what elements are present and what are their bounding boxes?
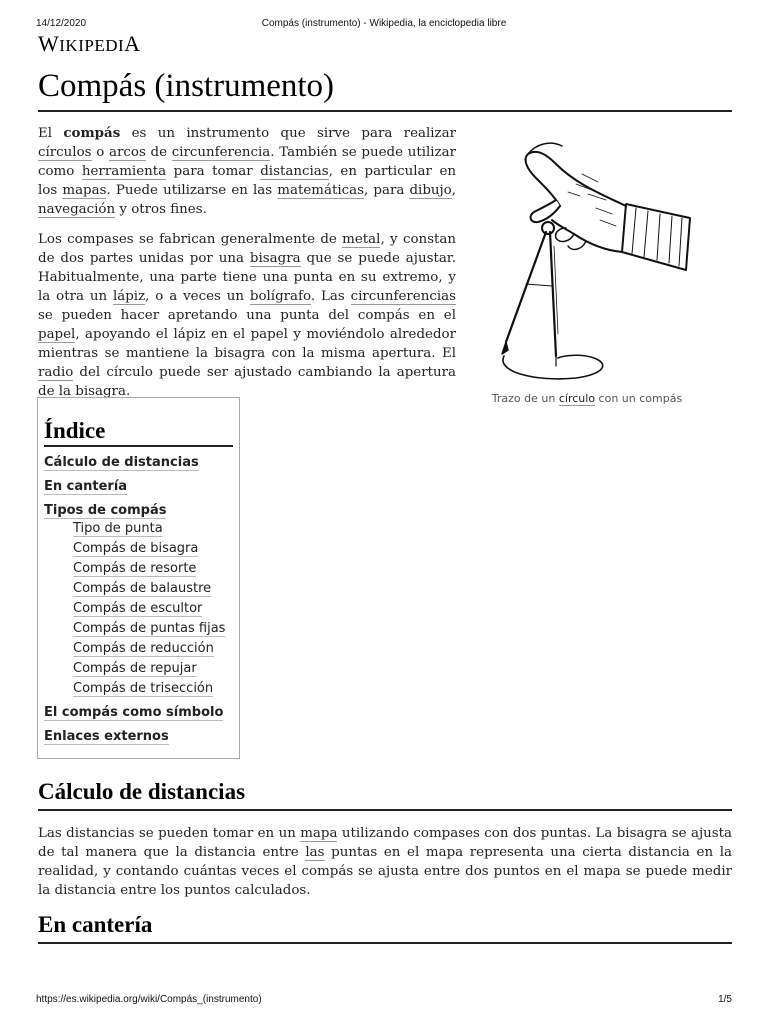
toc-subitem[interactable]: [44, 579, 233, 599]
toc-link[interactable]: Enlaces externos: [44, 729, 169, 744]
toc-sublink[interactable]: Compás de reducción: [73, 641, 214, 656]
toc-subitem[interactable]: [44, 659, 233, 679]
text-run: El: [38, 126, 64, 141]
text-run: , o a veces un: [145, 289, 250, 304]
toc-link[interactable]: Cálculo de distancias: [44, 455, 199, 470]
inline-link[interactable]: papel: [38, 327, 76, 342]
text-run: es un instrumento que sirve para realizar: [120, 126, 456, 141]
text-run: puntas en el mapa representa una cierta distancia en la realidad, y contando cuántas veces el compás se ajusta entre dos puntos en el mapa se puede medir la distancia entre los puntos calculados.: [38, 845, 732, 898]
toc-link[interactable]: El compás como símbolo: [44, 705, 224, 720]
toc-sublink[interactable]: Compás de escultor: [73, 601, 203, 616]
toc-subitem[interactable]: [44, 619, 233, 639]
toc-item[interactable]: [44, 725, 233, 749]
text-run: , para: [363, 183, 410, 198]
inline-link[interactable]: radio: [38, 365, 74, 380]
lead-paragraph-1: [38, 124, 456, 219]
print-date: 14/12/2020: [36, 18, 87, 29]
text-run: del círculo puede ser ajustado cambiando la apertura de la bisagra.: [38, 365, 456, 399]
print-page-title: Compás (instrumento) - Wikipedia, la enciclopedia libre: [261, 18, 507, 29]
text-run: . Las: [310, 289, 351, 304]
inline-link[interactable]: mapas: [62, 183, 107, 198]
toc-link[interactable]: En cantería: [44, 479, 128, 494]
page-title: Compás (instrumento): [38, 64, 732, 112]
text-run: de: [145, 145, 172, 160]
text-run: o: [91, 145, 109, 160]
inline-link[interactable]: circunferencia: [171, 145, 271, 160]
text-run: . Puede utilizarse en las: [106, 183, 278, 198]
lead-paragraph-2: [38, 230, 456, 401]
inline-link[interactable]: las: [305, 845, 325, 860]
toc-sublink[interactable]: Tipo de punta: [73, 521, 163, 536]
toc-subitem[interactable]: [44, 679, 233, 699]
toc-item[interactable]: [44, 475, 233, 499]
inline-link[interactable]: navegación: [38, 202, 116, 217]
thumbnail-figure: [476, 124, 698, 405]
toc-sublink[interactable]: Compás de repujar: [73, 661, 197, 676]
inline-link[interactable]: arcos: [109, 145, 146, 160]
toc-sublist: [44, 519, 233, 699]
text-run: ,: [451, 183, 456, 198]
text-run: . También se puede utilizar como: [38, 145, 457, 179]
wikipedia-wordmark[interactable]: WIKIPEDIA: [38, 31, 141, 56]
bold-term: compás: [63, 125, 121, 141]
text-run: Trazo de un: [491, 392, 559, 405]
inline-link[interactable]: metal: [342, 232, 381, 247]
toc-sublink[interactable]: Compás de puntas fijas: [73, 621, 226, 636]
toc-sublink[interactable]: Compás de bisagra: [73, 541, 199, 556]
text-run: Los compases se fabrican generalmente de: [38, 232, 343, 247]
section-body-calculo: [38, 824, 732, 900]
inline-link[interactable]: mapa: [300, 826, 338, 841]
text-run: , y constan de dos partes unidas por una: [38, 232, 456, 266]
section-heading-canteria: En cantería: [38, 911, 732, 944]
toc-subitem[interactable]: [44, 519, 233, 539]
text-run: para tomar: [166, 164, 261, 179]
print-header: [36, 18, 732, 32]
text-run: Las distancias se pueden tomar en un: [38, 826, 301, 841]
inline-link[interactable]: bolígrafo: [249, 289, 311, 304]
text-run: , apoyando el lápiz en el papel y moviéndolo alrededor mientras se mantiene la bisagra con la misma apertura. El: [38, 327, 456, 361]
toc-list: [44, 451, 233, 749]
section-heading-calculo: Cálculo de distancias: [38, 778, 732, 811]
text-run: utilizando compases con dos puntas. La bisagra se ajusta de tal manera que la distancia entre: [38, 826, 732, 860]
toc-sublink[interactable]: Compás de balaustre: [73, 581, 212, 596]
figure-caption: [476, 392, 698, 405]
inline-link[interactable]: matemáticas: [277, 183, 364, 198]
inline-link[interactable]: circunferencias: [350, 289, 456, 304]
text-run: que se puede ajustar. Habitualmente, una parte tiene una punta en su extremo, y la otra un: [38, 251, 456, 304]
toc-sublink[interactable]: Compás de resorte: [73, 561, 197, 576]
inline-link[interactable]: bisagra: [249, 251, 301, 266]
toc-sublink[interactable]: Compás de trisección: [73, 681, 214, 696]
inline-link[interactable]: círculos: [38, 145, 92, 160]
print-footer: [36, 994, 732, 1008]
toc-subitem[interactable]: [44, 539, 233, 559]
toc-item[interactable]: [44, 451, 233, 475]
text-run: , en particular en los: [38, 164, 457, 198]
inline-link[interactable]: distancias: [260, 164, 329, 179]
inline-link[interactable]: círculo: [558, 392, 596, 405]
inline-link[interactable]: herramienta: [81, 164, 167, 179]
text-run: se pueden hacer apretando una punta del compás en el: [38, 308, 456, 323]
article-lead: [38, 124, 456, 412]
text-run: y otros fines.: [115, 202, 207, 217]
inline-link[interactable]: lápiz: [112, 289, 146, 304]
table-of-contents: [37, 397, 240, 759]
toc-subitem[interactable]: [44, 559, 233, 579]
toc-title: Índice: [44, 418, 233, 447]
toc-subitem[interactable]: [44, 639, 233, 659]
hand-compass-illustration[interactable]: [476, 124, 698, 386]
text-run: con un compás: [595, 392, 683, 405]
toc-subitem[interactable]: [44, 599, 233, 619]
print-page-number: 1/5: [718, 994, 732, 1005]
print-url: https://es.wikipedia.org/wiki/Compás_(instrumento): [36, 994, 262, 1005]
toc-link[interactable]: Tipos de compás: [44, 503, 167, 518]
inline-link[interactable]: dibujo: [409, 183, 452, 198]
toc-item[interactable]: [44, 701, 233, 725]
